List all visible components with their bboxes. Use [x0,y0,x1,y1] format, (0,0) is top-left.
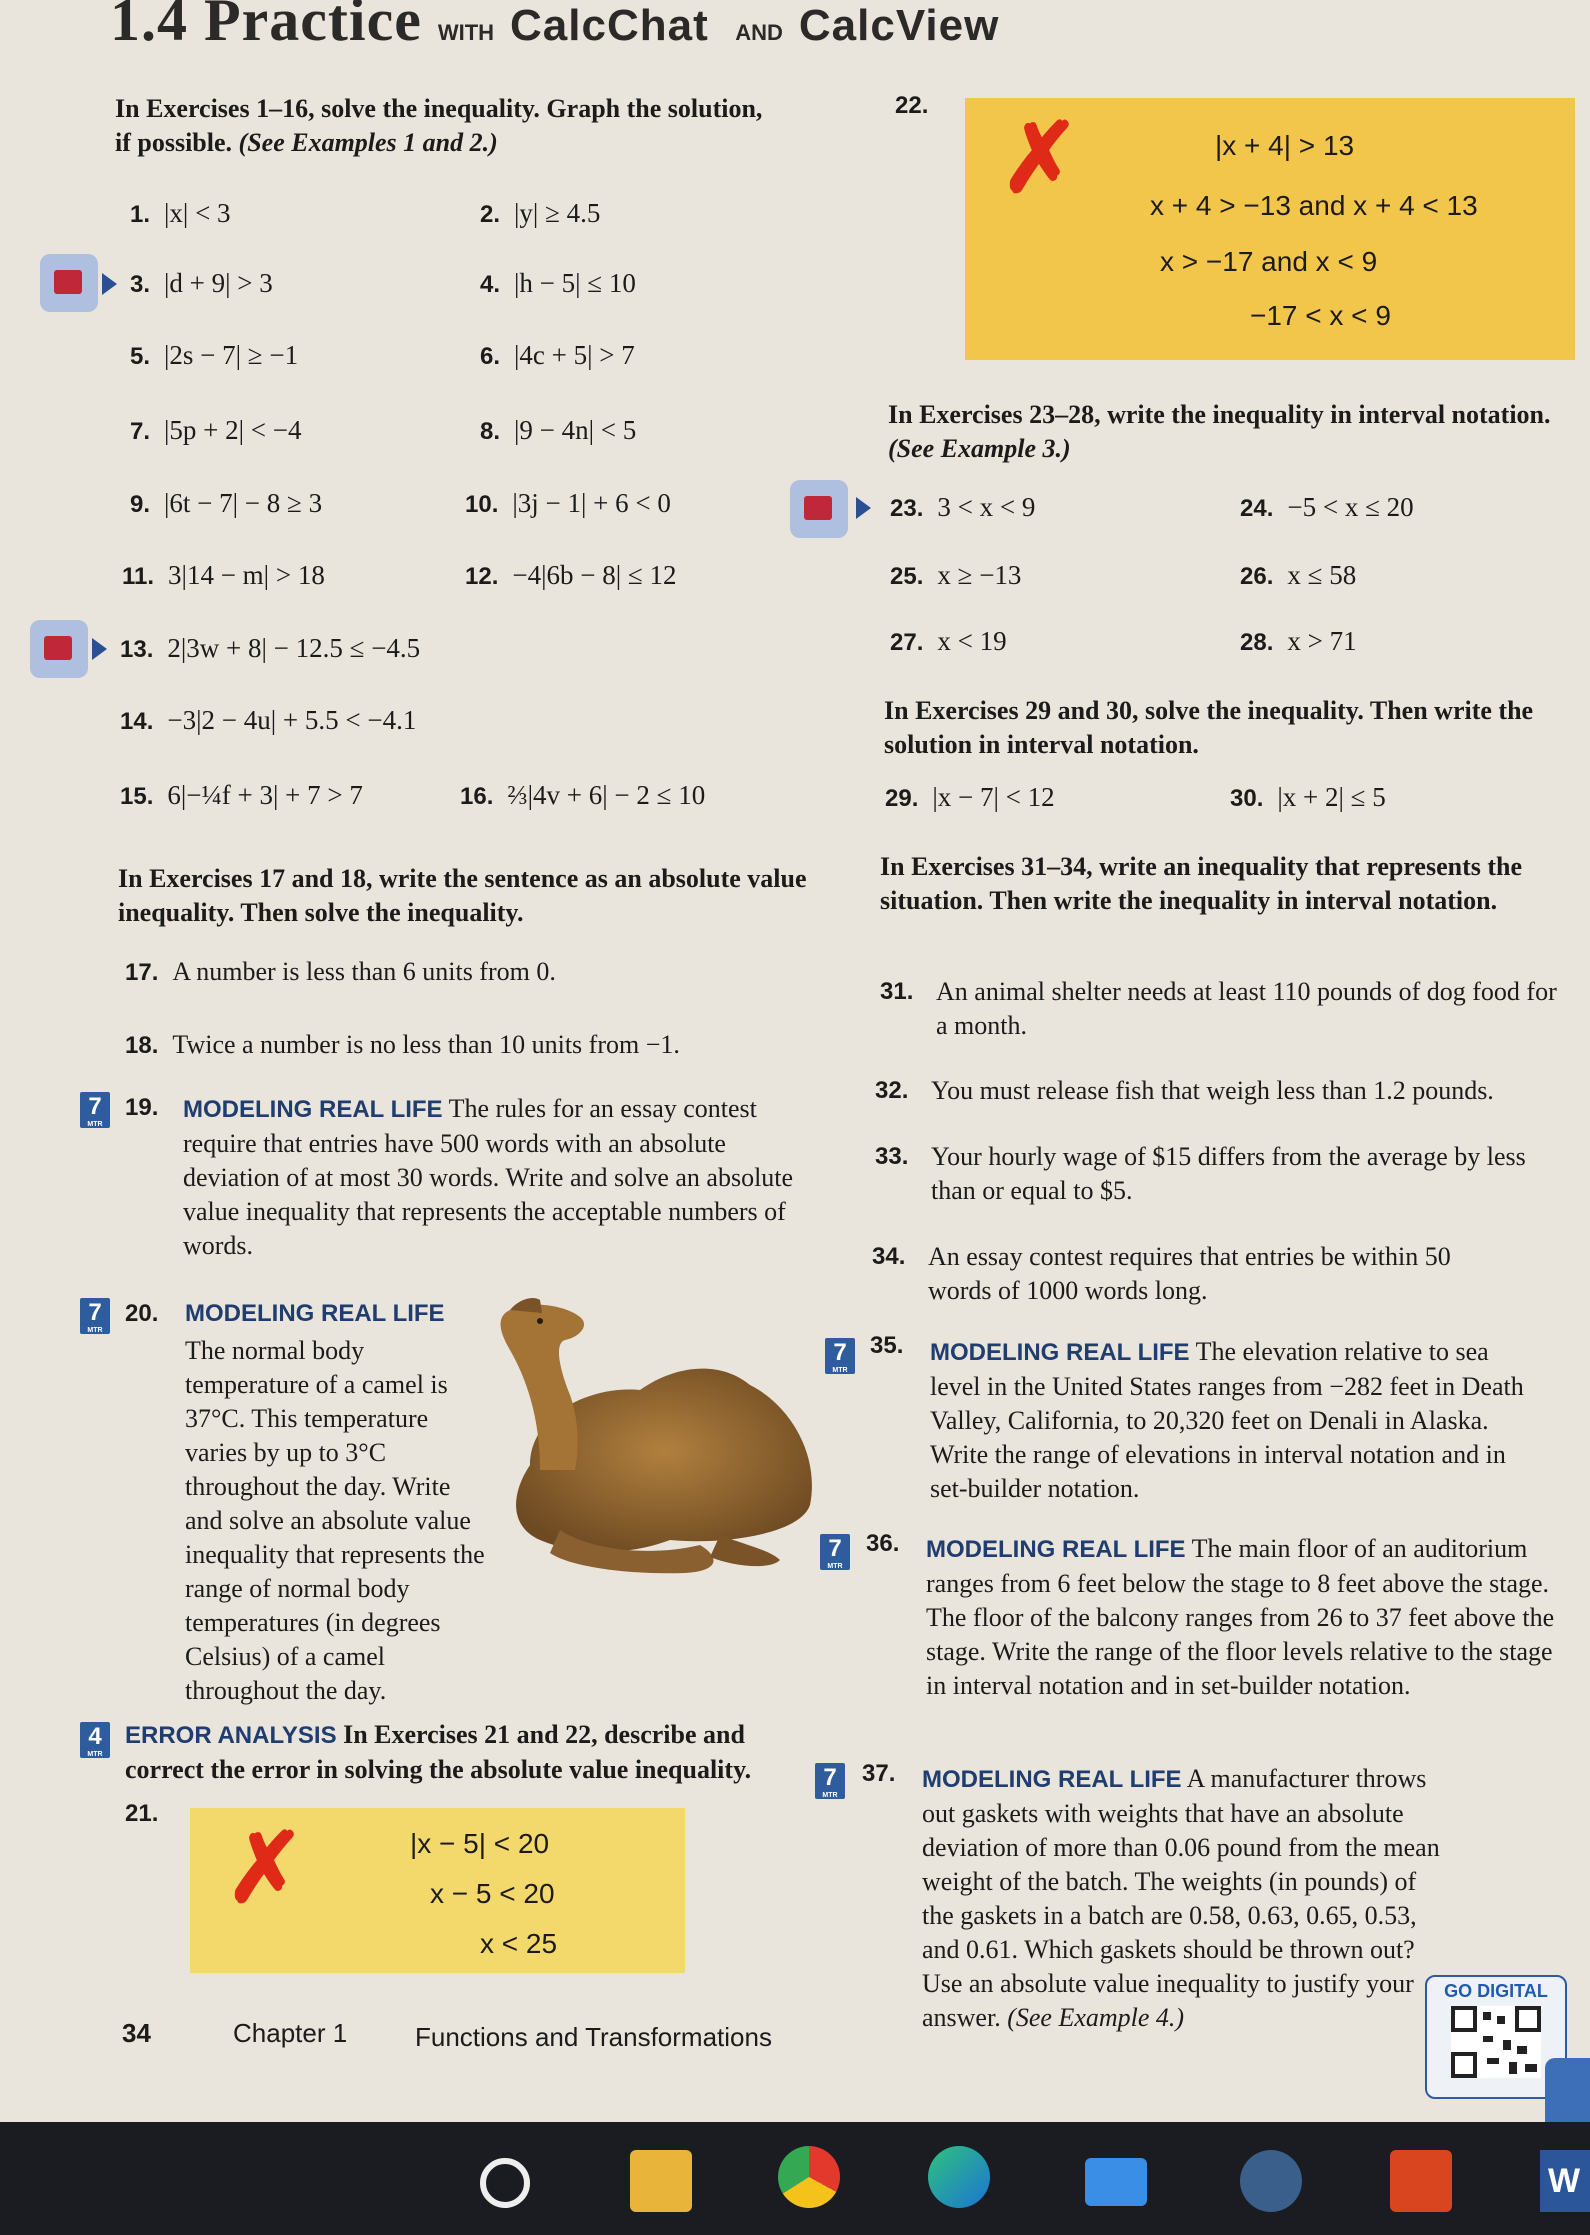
badge-label: MTR [822,1792,838,1799]
exercise-30 [1230,782,1386,813]
exercise-4 [480,268,636,299]
exercise-20-part1 [185,1334,485,1708]
exercise-8 [480,415,636,446]
exercise-text: |5p + 2| < −4 [164,415,302,445]
exercise-2 [480,198,600,229]
exercise-7 [130,415,302,446]
edge-icon[interactable] [928,2146,990,2208]
exercise-text: |y| ≥ 4.5 [514,198,601,228]
error-21-line-2: x − 5 < 20 [430,1878,555,1909]
exercise-27 [890,626,1007,657]
exercise-text: An animal shelter needs at least 110 pounds of dog food for a month. [936,977,1557,1040]
error-analysis-heading: ERROR ANALYSIS [125,1722,337,1749]
mtr-badge[interactable] [825,1338,855,1374]
exercise-number: 7. [130,418,151,445]
see-example-link[interactable]: (See Example 4.) [1007,2003,1185,2032]
exercise-number: 12. [465,563,499,590]
exercise-text: x < 19 [937,626,1007,656]
exercise-text: The rules for an essay contest require that entries have 500 words with an absolute deviation of at most 30 words. Write and solve an absolute value inequality that represents the acceptable numbers of words. [183,1094,794,1260]
exercise-text: The main floor of an auditorium ranges from 6 feet below the stage to 8 feet above the stage. The floor of the balcony ranges from 26 to 37 feet above the stage. Write the range of the floor levels relative to the stage in interval notation and in set-builder notation. [926,1534,1555,1700]
video-icon[interactable] [40,254,98,312]
exercise-number: 31. [880,978,914,1005]
play-arrow-icon [92,638,107,660]
exercise-text: |x| < 3 [164,198,231,228]
exercise-number: 6. [480,343,501,370]
play-arrow-icon [856,497,871,519]
exercise-35 [930,1335,1540,1506]
mtr-badge[interactable] [80,1722,110,1758]
badge-number: 4 [88,1723,102,1750]
exercise-10 [465,488,671,519]
badge-label: MTR [832,1367,848,1374]
exercise-9 [130,488,322,519]
modeling-heading: MODELING REAL LIFE [185,1300,445,1327]
exercise-32 [875,1074,1575,1108]
exercise-text: 3 < x < 9 [937,492,1036,522]
instructions-17-18 [118,862,818,930]
exercise-number: 26. [1240,563,1274,590]
error-22-line-1: |x + 4| > 13 [1215,130,1355,161]
exercise-24 [1240,492,1414,523]
chrome-icon[interactable] [778,2146,840,2208]
exercise-6 [480,340,635,371]
instructions-text: In Exercises 29 and 30, solve the inequality. Then write the solution in interval notation. [884,696,1534,759]
exercise-number-21: 21. [125,1800,159,1827]
exercise-14 [120,705,416,736]
title-with: WITH [437,20,495,45]
exercise-text: Your hourly wage of $15 differs from the average by less than or equal to $5. [931,1142,1526,1205]
error-22-line-4: −17 < x < 9 [1250,300,1391,331]
mtr-badge[interactable] [820,1534,850,1570]
exercise-text: |x − 7| < 12 [932,782,1055,812]
exercise-number: 5. [130,343,151,370]
chapter-title: Functions and Transformations [415,2022,772,2052]
video-icon[interactable] [790,480,848,538]
go-digital-label: GO DIGITAL [1444,1981,1548,2001]
exercise-text: A manufacturer throws out gaskets with weights that have an absolute deviation of more than 0.06 pound from the mean weight of the batch. The weights (in pounds) of the gaskets in a batch are 0.58, 0.63, 0.65, 0.53, and 0.61. Which gaskets should be thrown out? Use an absolute value inequality to justify your answer. [922,1764,1440,2032]
exercise-number: 32. [875,1077,909,1104]
exercise-text: x ≤ 58 [1287,560,1357,590]
exercise-text: 2|3w + 8| − 12.5 ≤ −4.5 [167,633,421,663]
app-icon[interactable] [1240,2150,1302,2212]
badge-number: 7 [88,1093,102,1120]
badge-label: MTR [87,1751,103,1758]
instructions-text: In Exercises 21 and 22, describe and correct the error in solving the absolute value inequality. [125,1720,752,1784]
exercise-37 [922,1762,1447,2035]
instructions-29-30 [884,694,1584,762]
exercise-text: |2s − 7| ≥ −1 [164,340,299,370]
video-icon[interactable] [30,620,88,678]
search-circle-icon[interactable] [480,2158,530,2208]
camel-image [470,1295,830,1575]
exercise-number: 13. [120,636,154,663]
exercise-number: 4. [480,271,501,298]
page-title [110,0,1010,55]
exercise-text: ⅔|4v + 6| − 2 ≤ 10 [507,780,706,810]
exercise-text: You must release fish that weigh less than 1.2 pounds. [931,1076,1494,1105]
exercise-text: A number is less than 6 units from 0. [172,957,556,986]
mtr-badge[interactable] [80,1298,110,1334]
exercise-number-20: 20. [125,1300,159,1327]
exercise-text: |4c + 5| > 7 [514,340,635,370]
qr-code-icon [1451,2006,1541,2078]
error-x-icon: ✗ [225,1815,306,1922]
exercise-text: |h − 5| ≤ 10 [514,268,636,298]
exercise-26 [1240,560,1356,591]
error-21-line-1: |x − 5| < 20 [410,1828,550,1859]
exercise-text: |x + 2| ≤ 5 [1277,782,1386,812]
exercise-text: x > 71 [1287,626,1357,656]
exercise-number: 15. [120,783,154,810]
exercise-34 [872,1240,1512,1308]
badge-label: MTR [87,1327,103,1334]
see-example-link[interactable]: (See Example 3.) [888,434,1071,463]
badge-number: 7 [88,1299,102,1326]
exercise-number: 9. [130,491,151,518]
exercise-17 [125,955,556,990]
error-22-line-3: x > −17 and x < 9 [1160,246,1378,277]
word-icon-letter: W [1548,2162,1581,2200]
error-22-line-2: x + 4 > −13 and x + 4 < 13 [1150,190,1478,221]
mail-icon[interactable] [1085,2158,1147,2206]
instructions-text: In Exercises 23–28, write the inequality in interval notation. [888,400,1551,429]
title-and: AND [735,20,783,45]
exercise-11 [122,560,325,591]
exercise-1 [130,198,231,229]
exercise-number: 14. [120,708,154,735]
exercise-number: 8. [480,418,501,445]
modeling-heading: MODELING REAL LIFE [183,1096,443,1123]
instructions-31-34 [880,850,1580,918]
exercise-text: An essay contest requires that entries be within 50 words of 1000 words long. [928,1242,1451,1305]
exercise-number: 23. [890,495,924,522]
word-icon[interactable] [1540,2150,1590,2212]
title-text: 1.4 Practice [110,0,422,53]
exercise-number: 29. [885,785,919,812]
exercise-text: The normal body temperature of a camel is 37°C. This temperature varies by up to 3°C throughout the day. Write and solve an absolute value inequality that represents the range of normal body temperatures (in degrees Celsius) of a camel throughout the day. [185,1336,485,1705]
exercise-number: 28. [1240,629,1274,656]
exercise-number-22: 22. [895,92,929,119]
exercise-25 [890,560,1021,591]
exercise-text: Twice a number is no less than 10 units from −1. [172,1030,680,1059]
exercise-23 [890,492,1035,523]
instructions-text: In Exercises 1–16, solve the inequality. Graph the solution, if possible. [115,94,763,157]
exercise-text: |9 − 4n| < 5 [514,415,637,445]
reg-mark-1 [709,0,719,1]
exercise-text: |3j − 1| + 6 < 0 [512,488,671,518]
badge-label: MTR [827,1563,843,1570]
badge-label: MTR [87,1121,103,1128]
exercise-number: 16. [460,783,494,810]
play-arrow-icon [102,273,117,295]
exercise-18 [125,1028,680,1063]
exercise-text: −3|2 − 4u| + 5.5 < −4.1 [167,705,417,735]
exercise-number-35: 35. [870,1332,904,1359]
exercise-number: 24. [1240,495,1274,522]
instructions-text: In Exercises 17 and 18, write the sentence as an absolute value inequality. Then solve the inequality. [118,864,807,927]
exercise-text: 6|−¼f + 3| + 7 > 7 [167,780,363,810]
see-examples-link[interactable]: (See Examples 1 and 2.) [238,128,498,157]
exercise-number: 10. [465,491,499,518]
exercise-19 [183,1092,803,1263]
office-icon[interactable] [1390,2150,1452,2212]
exercise-number: 17. [125,959,159,986]
page-number: 34 [122,2018,151,2048]
exercise-text: −4|6b − 8| ≤ 12 [512,560,677,590]
exercise-number: 34. [872,1243,906,1270]
badge-number: 7 [833,1339,847,1366]
exercise-number: 2. [480,201,501,228]
exercise-5 [130,340,298,371]
title-calcview: CalcView [798,1,1000,50]
exercise-13 [120,633,420,664]
modeling-heading: MODELING REAL LIFE [926,1536,1186,1563]
error-x-icon: ✗ [1000,105,1081,212]
exercise-number: 1. [130,201,151,228]
exercise-text: |d + 9| > 3 [164,268,273,298]
chapter-label: Chapter 1 [233,2018,348,2048]
exercise-text: |6t − 7| − 8 ≥ 3 [164,488,323,518]
exercise-33 [875,1140,1565,1208]
instructions-1-16 [115,92,775,160]
instructions-text: In Exercises 31–34, write an inequality that represents the situation. Then write the inequality in interval notation. [880,852,1523,915]
exercise-number: 27. [890,629,924,656]
instructions-23-28 [888,398,1578,466]
exercise-28 [1240,626,1357,657]
title-calcchat: CalcChat [510,1,709,50]
exercise-number-36: 36. [866,1530,900,1557]
exercise-number: 18. [125,1032,159,1059]
modeling-heading: MODELING REAL LIFE [922,1766,1182,1793]
exercise-number-37: 37. [862,1760,896,1787]
exercise-12 [465,560,676,591]
exercise-36 [926,1532,1561,1703]
exercise-number: 11. [122,563,155,590]
reg-mark-2 [999,0,1009,1]
exercise-text: x ≥ −13 [937,560,1022,590]
exercise-15 [120,780,363,811]
exercise-3 [130,268,273,299]
exercise-31 [880,975,1560,1043]
file-explorer-icon[interactable] [630,2150,692,2212]
exercise-29 [885,782,1055,813]
error-21-line-3: x < 25 [480,1928,558,1959]
exercise-number-19: 19. [125,1094,159,1121]
exercise-text: −5 < x ≤ 20 [1287,492,1414,522]
exercise-number: 25. [890,563,924,590]
exercise-number: 3. [130,271,151,298]
error-analysis-instructions [125,1718,805,1787]
exercise-text: 3|14 − m| > 18 [168,560,325,590]
exercise-16 [460,780,705,811]
exercise-number: 33. [875,1143,909,1170]
exercise-text: The elevation relative to sea level in the United States ranges from −282 feet in Death Valley, California, to 20,320 feet on Denali in Alaska. Write the range of elevations in interval notation and in set-builder notation. [930,1337,1524,1503]
modeling-heading: MODELING REAL LIFE [930,1339,1190,1366]
mtr-badge[interactable] [80,1092,110,1128]
badge-number: 7 [823,1764,837,1791]
badge-number: 7 [828,1535,842,1562]
exercise-number: 30. [1230,785,1264,812]
mtr-badge[interactable] [815,1763,845,1799]
